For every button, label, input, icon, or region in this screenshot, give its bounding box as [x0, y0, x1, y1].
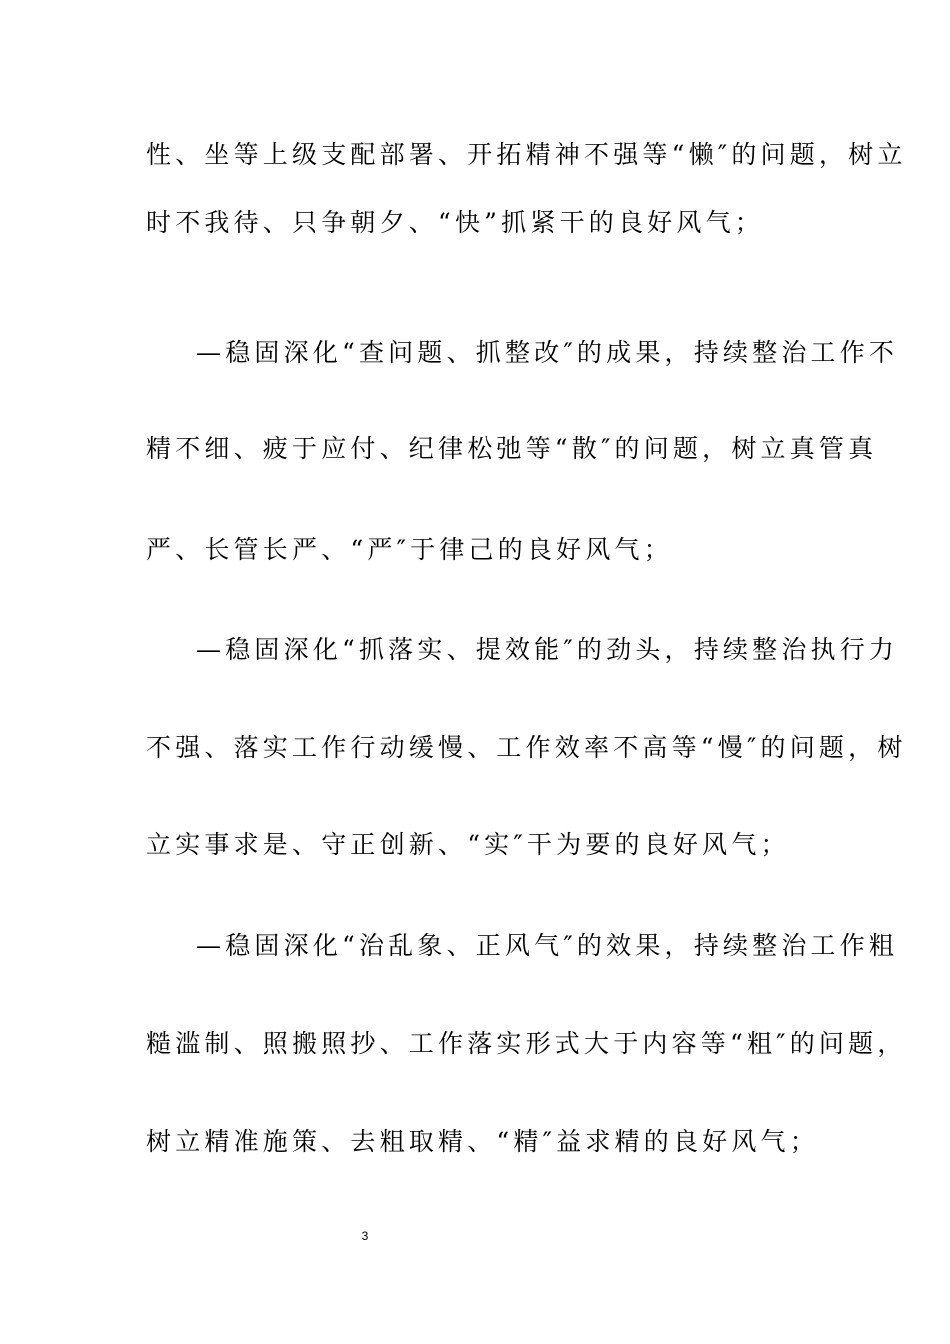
- paragraph-first-line: —稳固深化“查问题、抓整改″的成果，持续整治工作不: [196, 338, 899, 367]
- text-line: 时不我待、只争朝夕、“快”抓紧干的良好风气；: [146, 208, 764, 237]
- text-line: 糙滥制、照搬照抄、工作落实形式大于内容等“粗″的问题，: [146, 1029, 907, 1058]
- page-number: 3: [361, 1229, 369, 1243]
- paragraph-first-line: —稳固深化“抓落实、提效能″的劲头，持续整治执行力: [196, 635, 899, 664]
- text-line: 立实事求是、守正创新、“实″干为要的良好风气；: [146, 830, 790, 859]
- paragraph-first-line: —稳固深化“治乱象、正风气″的效果，持续整治工作粗: [196, 931, 899, 960]
- text-line: 严、长管长严、“严″于律己的良好风气；: [146, 535, 673, 564]
- text-line: 性、坐等上级支配部署、开拓精神不强等“懒″的问题，树立: [146, 140, 907, 169]
- text-line: 树立精准施策、去粗取精、“精″益求精的良好风气；: [146, 1127, 819, 1156]
- text-line: 不强、落实工作行动缓慢、工作效率不高等“慢″的问题，树: [146, 733, 907, 762]
- text-line: 精不细、疲于应付、纪律松弛等“散″的问题，树立真管真: [146, 434, 878, 463]
